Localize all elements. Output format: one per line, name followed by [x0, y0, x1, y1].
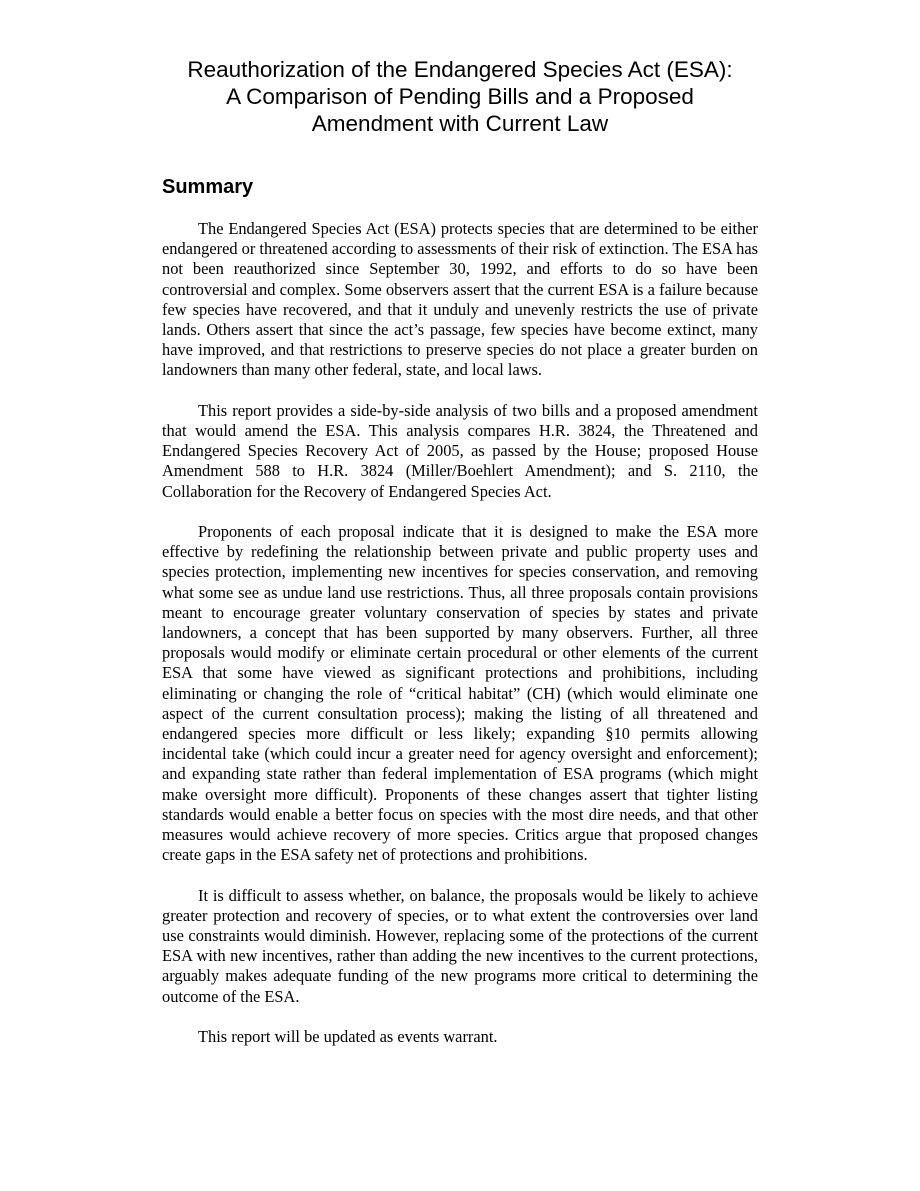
summary-paragraph: This report provides a side-by-side analysis of two bills and a proposed amendment that would amend the ESA. This analysis compares H.R. 3824, the Threatened and Endangered Species Recovery Act of 2005, as passed by the House; proposed House Amendment 588 to H.R. 3824 (Miller/Boehlert Amendment); and S. 2110, the Collaboration for the Recovery of Endangered Species Act. — [162, 400, 758, 501]
summary-paragraph: Proponents of each proposal indicate that it is designed to make the ESA more effective by redefining the relationship between private and public property uses and species protection, implementing new incentives for species conservation, and removing what some see as undue land use restrictions. Thus, all three proposals contain provisions meant to encourage greater voluntary conservation of species by states and private landowners, a concept that has been supported by many observers. Further, all three proposals would modify or eliminate certain procedural or other elements of the current ESA that some have viewed as significant protections and prohibitions, including eliminating or changing the role of “critical habitat” (CH) (which would eliminate one aspect of the current consultation process); making the listing of all threatened and endangered species more difficult or less likely; expanding §10 permits allowing incidental take (which could incur a greater need for agency oversight and enforcement); and expanding state rather than federal implementation of ESA programs (which might make oversight more difficult). Proponents of these changes assert that tighter listing standards would enable a better focus on species with the most dire needs, and that other measures would achieve recovery of more species. Critics argue that proposed changes create gaps in the ESA safety net of protections and prohibitions. — [162, 522, 758, 865]
title-line: A Comparison of Pending Bills and a Proposed — [226, 84, 694, 109]
title-line: Amendment with Current Law — [311, 111, 609, 136]
summary-paragraph: It is difficult to assess whether, on balance, the proposals would be likely to achieve greater protection and recovery of species, or to what extent the controversies over land use constraints would diminish. However, replacing some of the protections of the current ESA with new incentives, rather than adding the new incentives to the current protections, arguably makes adequate funding of the new programs more critical to determining the outcome of the ESA. — [162, 885, 758, 1006]
summary-heading: Summary — [162, 176, 254, 198]
document-title — [140, 56, 780, 137]
title-line: Reauthorization of the Endangered Species Act (ESA): — [187, 57, 733, 82]
summary-body — [162, 219, 758, 1067]
summary-paragraph: The Endangered Species Act (ESA) protects species that are determined to be either endangered or threatened according to assessments of their risk of extinction. The ESA has not been reauthorized since September 30, 1992, and efforts to do so have been controversial and complex. Some observers assert that the current ESA is a failure because few species have recovered, and that it unduly and unevenly restricts the use of private lands. Others assert that since the act’s passage, few species have become extinct, many have improved, and that restrictions to preserve species do not place a greater burden on landowners than many other federal, state, and local laws. — [162, 219, 758, 380]
summary-paragraph: This report will be updated as events warrant. — [198, 1027, 498, 1047]
